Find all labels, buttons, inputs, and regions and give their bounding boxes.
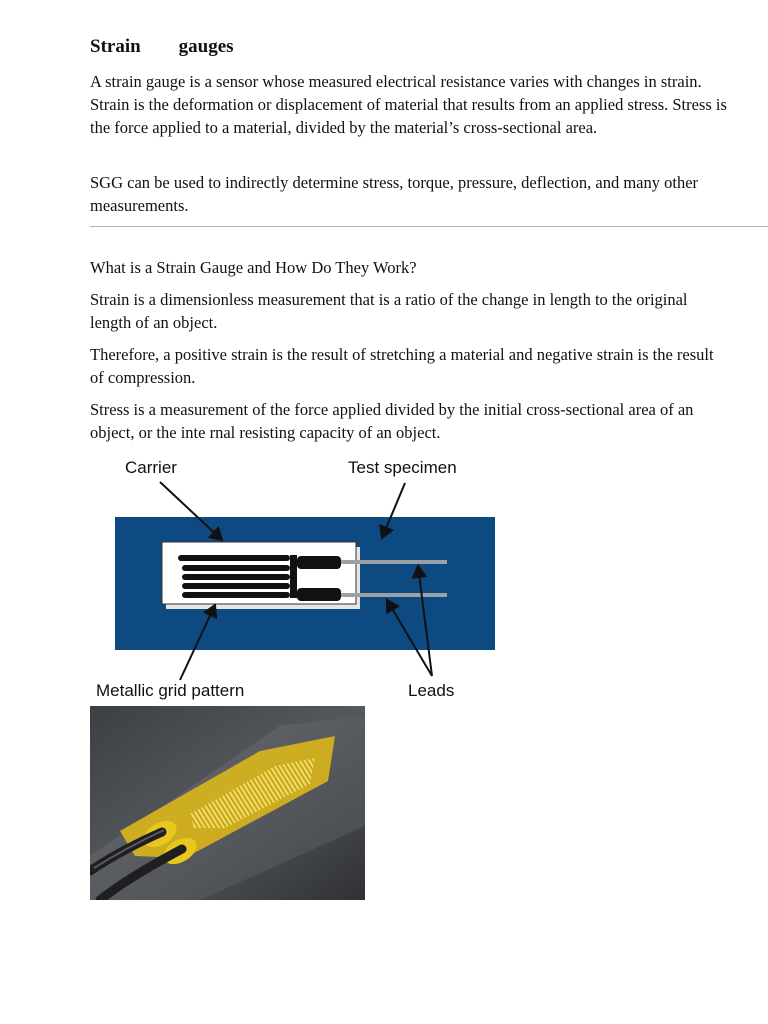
section-heading: What is a Strain Gauge and How Do They Work? bbox=[90, 258, 417, 277]
strain-gauge-diagram bbox=[90, 452, 510, 702]
intro-paragraph: A strain gauge is a sensor whose measured electrical resistance varies with changes in strain. Strain is the deformation or displacement of material that results from an applied stress. Stress is the force applied to a material, divided by the material’s cross-sectional area. bbox=[90, 72, 727, 137]
label-test-specimen: Test specimen bbox=[348, 458, 457, 477]
section-divider bbox=[90, 226, 768, 227]
label-carrier: Carrier bbox=[125, 458, 177, 477]
label-metallic-grid: Metallic grid pattern bbox=[96, 681, 245, 700]
stress-definition-paragraph: Stress is a measurement of the force applied divided by the initial cross-sectional area of an object, or the inte rnal resisting capacity of an object. bbox=[90, 400, 694, 442]
label-leads: Leads bbox=[408, 681, 455, 700]
applications-paragraph: SGG can be used to indirectly determine stress, torque, pressure, deflection, and many other measurements. bbox=[90, 173, 699, 215]
strain-sign-paragraph: Therefore, a positive strain is the result of stretching a material and negative strain is the result of compression. bbox=[90, 345, 714, 387]
page-title: Strain gauges bbox=[90, 36, 234, 57]
strain-gauge-photo bbox=[90, 706, 365, 900]
strain-definition-paragraph: Strain is a dimensionless measurement that is a ratio of the change in length to the original length of an object. bbox=[90, 290, 688, 332]
